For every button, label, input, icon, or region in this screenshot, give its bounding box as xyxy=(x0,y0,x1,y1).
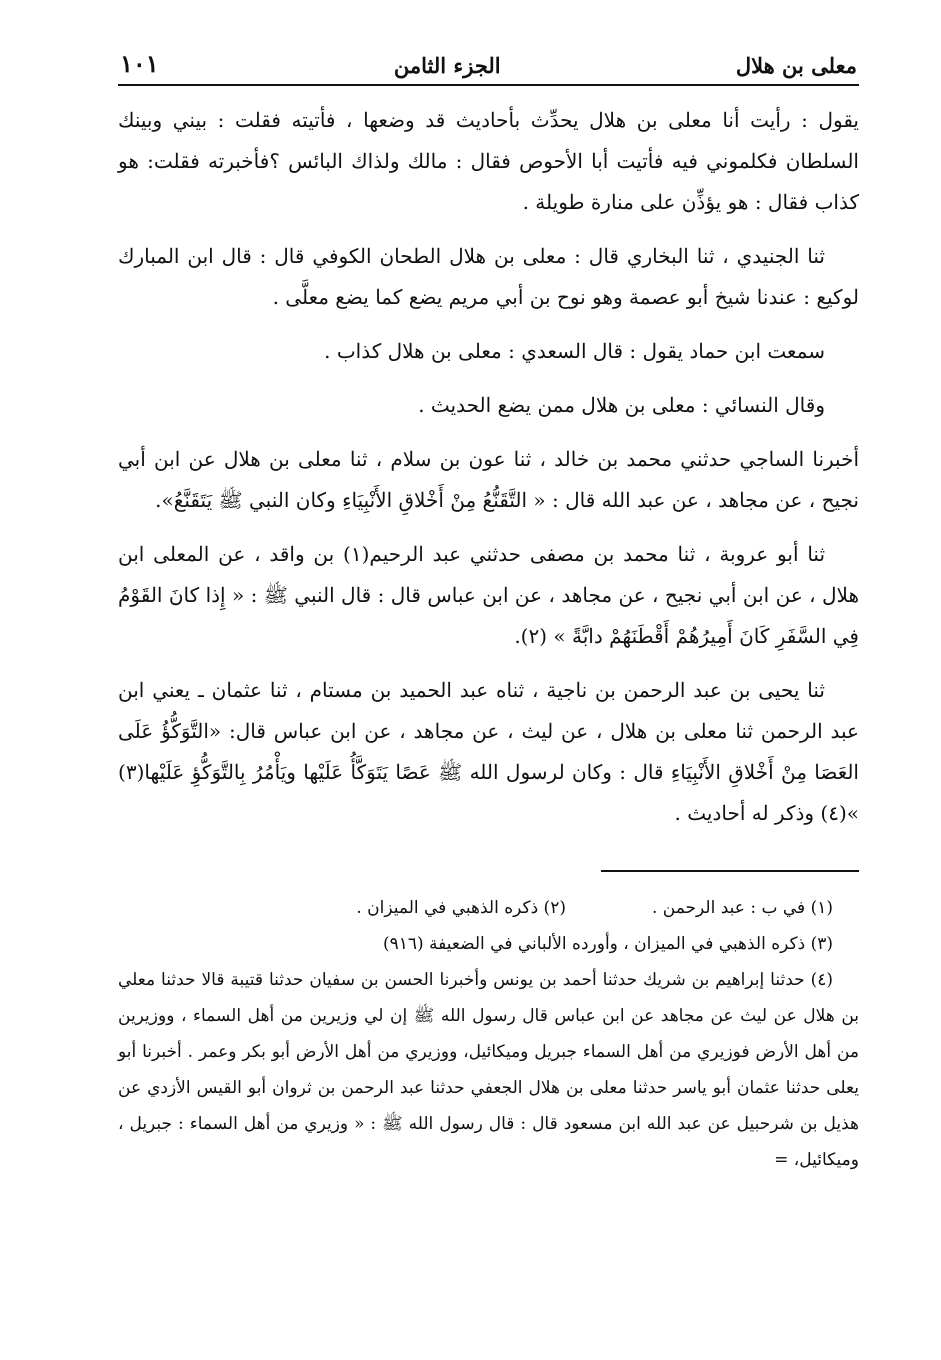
paragraph-1: يقول : رأيت أنا معلى بن هلال يحدِّث بأحاديث قد وضعها ، فأتيته فقلت : بيني وبينك السلطان فكلموني فيه فأتيت أبا الأحوص فقال : مالك ولذاك البائس ؟فأخبرته فقلت: هو كذاب فقال : هو يؤذِّن على منارة طويلة . xyxy=(118,108,859,214)
paragraph-2: ثنا الجنيدي ، ثنا البخاري قال : معلى بن هلال الطحان الكوفي قال : قال ابن المبارك لوكيع : عندنا شيخ أبو عصمة وهو نوح بن أبي مريم يضع كما يضع معلَّى . xyxy=(118,244,859,309)
footnotes xyxy=(118,890,859,1178)
footnote-2: (٢) ذكره الذهبي في الميزان . xyxy=(356,898,566,918)
paragraph-6: ثنا أبو عروبة ، ثنا محمد بن مصفى حدثني عبد الرحيم(١) بن واقد ، عن المعلى ابن هلال ، عن ابن أبي نجيح ، عن مجاهد ، عن ابن عباس قال : قال النبي ﷺ : « إِذا كانَ القَوْمُ فِي السَّفَرِ كَانَ أَمِيرُهُمْ أَقْطَنَهُمْ دابَّةً » (٢). xyxy=(118,542,859,648)
footnote-1: (١) في ب : عبد الرحمن . xyxy=(651,898,833,918)
paragraph-5: أخبرنا الساجي حدثني محمد بن خالد ، ثنا عون بن سلام ، ثنا معلى بن هلال عن ابن أبي نجيح ، عن مجاهد ، عن عبد الله قال : « التَّقَنُّعُ مِنْ أَخْلاقِ الأَنْبِيَاءِ وكان النبي ﷺ يَتَقَنَّعُ». xyxy=(118,447,859,512)
footnote-separator xyxy=(601,870,859,872)
paragraph-4: وقال النسائي : معلى بن هلال ممن يضع الحديث . xyxy=(418,393,825,417)
paragraph-3: سمعت ابن حماد يقول : قال السعدي : معلى بن هلال كذاب . xyxy=(324,339,825,363)
main-text xyxy=(118,100,859,834)
page-header xyxy=(118,40,859,86)
footnote-4: (٤) حدثنا إبراهيم بن شريك حدثنا أحمد بن يونس وأخبرنا الحسن بن سفيان حدثنا قتيبة قالا حدثنا معلي بن هلال عن ليث عن مجاهد عن ابن عباس قال رسول الله ﷺ إن لي وزيرين من أهل السماء ، ووزيرين من أهل الأرض فوزيري من أهل السماء جبريل وميكائيل، ووزيري من أهل الأرض أبو بكر وعمر . أخبرنا أبو يعلى حدثنا عثمان أبو ياسر حدثنا معلى بن هلال الجعفي حدثنا عبد الرحمن بن ثروان أبو القيس الأزدي عن هذيل بن شرحبيل عن عبد الله ابن مسعود قال : قال رسول الله ﷺ : « وزيري من أهل السماء : جبريل ، وميكائيل، = xyxy=(118,970,859,1170)
part-title: الجزء الثامن xyxy=(393,53,501,78)
footnote-row-1-2 xyxy=(118,890,859,926)
page-number: ١٠١ xyxy=(120,49,159,78)
paragraph-7: ثنا يحيى بن عبد الرحمن بن ناجية ، ثناه عبد الحميد بن مستام ، ثنا عثمان ـ يعني ابن عبد الرحمن ثنا معلى بن هلال ، عن ليث ، عن مجاهد ، عن ابن عباس قال: «التَّوَكُّؤُ عَلَى العَصَا مِنْ أَخْلاقِ الأَنْبِيَاءِ قال : وكان لرسول الله ﷺ عَصًا يَتَوَكَّأُ عَلَيْها ويَأْمُرُ بِالتَّوَكُّؤِ عَلَيْها(٣) »(٤) وذكر له أحاديث . xyxy=(118,678,859,825)
chapter-title: معلى بن هلال xyxy=(735,53,857,78)
footnote-3: (٣) ذكره الذهبي في الميزان ، وأورده الألباني في الضعيفة (٩١٦) xyxy=(382,934,833,954)
